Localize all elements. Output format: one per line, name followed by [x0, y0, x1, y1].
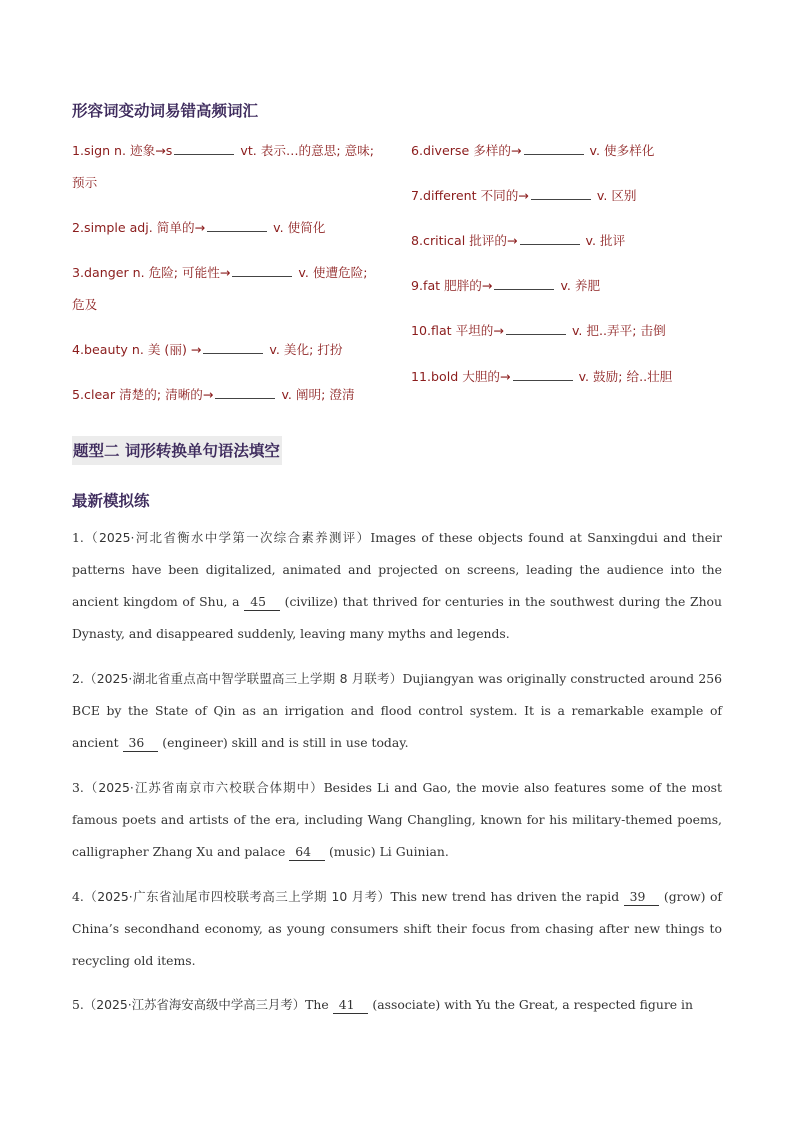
- vocab-prompt: 9.fat 肥胖的→: [411, 278, 493, 293]
- vocab-meaning: v. 使简化: [269, 220, 326, 235]
- vocab-item-6: [411, 140, 654, 159]
- question-text: (associate) with Yu the Great, a respected figure in: [368, 997, 693, 1012]
- vocab-prompt: 8.critical 批评的→: [411, 233, 518, 248]
- vocab-meaning: v. 批评: [581, 233, 626, 248]
- question-text: (civilize) that thrived for centuries in the southwest during the Zhou Dynasty, and disappeared suddenly, leaving many myths and legends.: [72, 594, 722, 641]
- vocab-prompt: 3.danger n. 危险; 可能性→: [72, 265, 231, 280]
- question-source: （2025·江苏省海安高级中学高三月考）: [83, 997, 306, 1012]
- question-number: 3.: [72, 780, 84, 795]
- answer-blank[interactable]: [203, 341, 263, 354]
- vocab-meaning: v. 阐明; 澄清: [277, 387, 355, 402]
- answer-blank[interactable]: [506, 322, 566, 335]
- answer-blank[interactable]: 36: [123, 735, 159, 752]
- answer-blank[interactable]: [174, 142, 234, 155]
- vocab-item-11: [411, 366, 672, 385]
- vocab-prompt: 6.diverse 多样的→: [411, 143, 522, 158]
- question-text: Besides Li and Gao, the movie also features some of the most famous poets and artists of the era, including Wang Changling, known for his military-themed poems, calligrapher Zhang Xu and palace: [72, 780, 722, 859]
- question-source: （2025·江苏省南京市六校联合体期中）: [83, 780, 324, 795]
- vocab-prompt: 5.clear 清楚的; 清晰的→: [72, 387, 214, 402]
- vocab-meaning: v. 区别: [592, 188, 637, 203]
- vocab-meaning: v. 鼓励; 给..壮胆: [574, 369, 673, 384]
- vocab-prompt: 1.sign n. 迹象→s: [72, 143, 173, 158]
- vocab-prompt: 11.bold 大胆的→: [411, 369, 511, 384]
- question-text: (music) Li Guinian.: [325, 844, 449, 859]
- answer-blank[interactable]: [524, 142, 584, 155]
- vocab-item-10: [411, 320, 666, 339]
- question-number: 1.: [72, 530, 84, 545]
- answer-blank[interactable]: 41: [333, 997, 369, 1014]
- vocab-prompt: 2.simple adj. 简单的→: [72, 220, 206, 235]
- question-text: Dujiangyan was originally constructed around 256 BCE by the State of Qin as an irrigation and flood control system. It is a remarkable example of ancient: [72, 671, 722, 750]
- question-5: [72, 989, 722, 1021]
- answer-blank[interactable]: [215, 386, 275, 399]
- answer-blank[interactable]: 45: [244, 594, 280, 611]
- question-text: The: [305, 997, 333, 1012]
- section-title-grammar-fill: 题型二 词形转换单句语法填空: [72, 436, 282, 465]
- vocab-prompt: 4.beauty n. 美 (丽) →: [72, 342, 202, 357]
- question-source: （2025·湖北省重点高中智学联盟高三上学期 8 月联考）: [83, 671, 403, 686]
- vocab-item-8: [411, 230, 625, 249]
- question-1: [72, 522, 722, 650]
- vocab-item-3-continued: 危及: [72, 297, 98, 312]
- vocab-prompt: 7.different 不同的→: [411, 188, 529, 203]
- question-number: 5.: [72, 997, 84, 1012]
- question-text: Images of these objects found at Sanxingdui and their patterns have been digitalized, animated and projected on screens, leading the audience into the ancient kingdom of Shu, a: [72, 530, 722, 609]
- vocab-item-4: [72, 339, 343, 358]
- answer-blank[interactable]: 39: [624, 889, 660, 906]
- section-title-adjective-to-verb: 形容词变动词易错高频词汇: [72, 102, 259, 120]
- answer-blank[interactable]: 64: [289, 844, 325, 861]
- vocab-meaning: vt. 表示…的意思; 意味;: [236, 143, 374, 158]
- answer-blank[interactable]: [513, 368, 573, 381]
- vocab-item-3: [72, 262, 368, 281]
- vocab-item-7: [411, 185, 637, 204]
- vocab-meaning: v. 使遭危险;: [294, 265, 368, 280]
- question-source: （2025·广东省汕尾市四校联考高三上学期 10 月考）: [83, 889, 391, 904]
- vocab-meaning: v. 美化; 打扮: [265, 342, 343, 357]
- answer-blank[interactable]: [531, 187, 591, 200]
- vocab-item-9: [411, 275, 600, 294]
- question-4: [72, 881, 722, 977]
- question-text: This new trend has driven the rapid: [390, 889, 624, 904]
- question-2: [72, 663, 722, 759]
- subsection-title-latest-practice: 最新模拟练: [72, 492, 150, 510]
- answer-blank[interactable]: [207, 219, 267, 232]
- vocab-item-2: [72, 217, 325, 236]
- question-source: （2025·河北省衡水中学第一次综合素养测评）: [83, 530, 371, 545]
- question-text: (engineer) skill and is still in use today.: [158, 735, 409, 750]
- question-number: 4.: [72, 889, 84, 904]
- vocab-prompt: 10.flat 平坦的→: [411, 323, 504, 338]
- question-3: [72, 772, 722, 868]
- question-number: 2.: [72, 671, 84, 686]
- vocab-meaning: v. 使多样化: [585, 143, 655, 158]
- answer-blank[interactable]: [232, 264, 292, 277]
- vocab-meaning: v. 把..弄平; 击倒: [567, 323, 666, 338]
- vocab-item-1-continued: 预示: [72, 175, 98, 190]
- answer-blank[interactable]: [494, 277, 554, 290]
- vocab-item-5: [72, 384, 355, 403]
- answer-blank[interactable]: [520, 232, 580, 245]
- vocab-meaning: v. 养肥: [556, 278, 601, 293]
- vocab-item-1: [72, 140, 374, 159]
- question-text: (grow) of China’s secondhand economy, as young consumers shift their focus from chasing after new things to recycling old items.: [72, 889, 722, 968]
